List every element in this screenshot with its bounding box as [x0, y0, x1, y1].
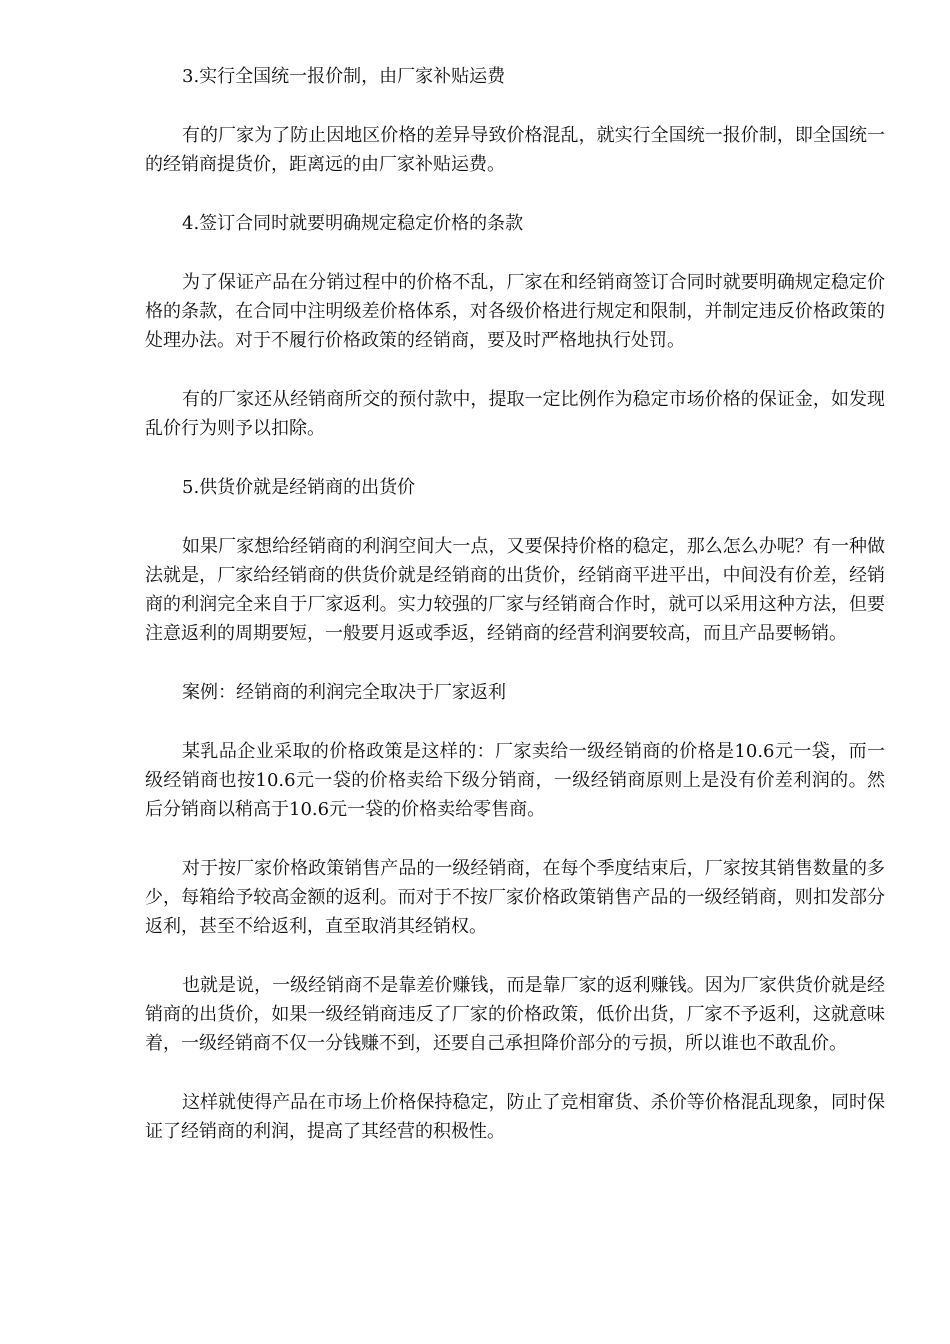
case-heading: 案例：经销商的利润完全取决于厂家返利: [182, 682, 506, 703]
paragraph: 也就是说，一级经销商不是靠差价赚钱，而是靠厂家的返利赚钱。因为厂家供货价就是经销商的出货价，如果一级经销商违反了厂家的价格政策，低价出货，厂家不予返利，这就意味着，一级经销商不仅一分钱赚不到，还要自己承担降价部分的亏损，所以谁也不敢乱价。: [145, 975, 885, 1054]
paragraph: 对于按厂家价格政策销售产品的一级经销商，在每个季度结束后，厂家按其销售数量的多少，每箱给予较高金额的返利。而对于不按厂家价格政策销售产品的一级经销商，则扣发部分返利，甚至不给返利，直至取消其经销权。: [145, 858, 885, 937]
paragraph: 这样就使得产品在市场上价格保持稳定，防止了竞相窜货、杀价等价格混乱现象，同时保证了经销商的利润，提高了其经营的积极性。: [145, 1092, 885, 1142]
section-heading-3: 3.实行全国统一报价制，由厂家补贴运费: [182, 66, 506, 87]
section-heading-4: 4.签订合同时就要明确规定稳定价格的条款: [182, 213, 524, 234]
document-page: [145, 62, 885, 1176]
section-heading-5: 5.供货价就是经销商的出货价: [182, 477, 416, 498]
paragraph: 如果厂家想给经销商的利润空间大一点，又要保持价格的稳定，那么怎么办呢？有一种做法就是，厂家给经销商的供货价就是经销商的出货价，经销商平进平出，中间没有价差，经销商的利润完全来自于厂家返利。实力较强的厂家与经销商合作时，就可以采用这种方法，但要注意返利的周期要短，一般要月返或季返，经销商的经营利润要较高，而且产品要畅销。: [145, 536, 885, 644]
paragraph: 某乳品企业采取的价格政策是这样的：厂家卖给一级经销商的价格是10.6元一袋，而一级经销商也按10.6元一袋的价格卖给下级分销商，一级经销商原则上是没有价差利润的。然后分销商以稍高于10.6元一袋的价格卖给零售商。: [145, 741, 885, 820]
paragraph: 有的厂家还从经销商所交的预付款中，提取一定比例作为稳定市场价格的保证金，如发现乱价行为则予以扣除。: [145, 389, 885, 439]
paragraph: 有的厂家为了防止因地区价格的差异导致价格混乱，就实行全国统一报价制，即全国统一的经销商提货价，距离远的由厂家补贴运费。: [145, 125, 885, 175]
paragraph: 为了保证产品在分销过程中的价格不乱，厂家在和经销商签订合同时就要明确规定稳定价格的条款，在合同中注明级差价格体系，对各级价格进行规定和限制，并制定违反价格政策的处理办法。对于不履行价格政策的经销商，要及时严格地执行处罚。: [145, 272, 885, 351]
